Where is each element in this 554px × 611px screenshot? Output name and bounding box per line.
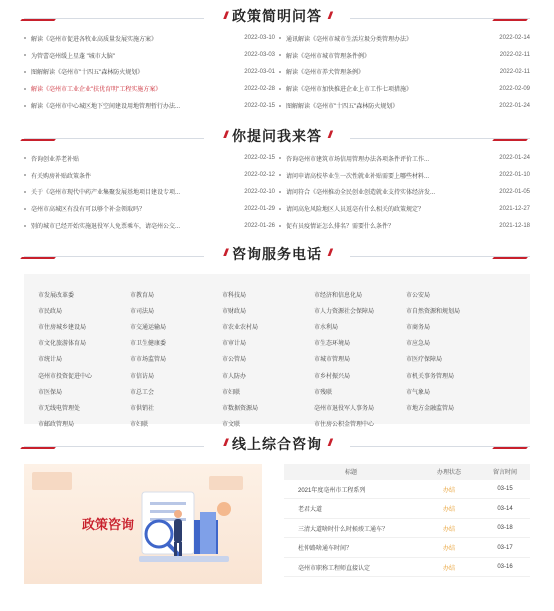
phone-dept-link[interactable]: 市城市管理局 [314, 357, 351, 364]
item-title[interactable]: 解读《亳州市促进各牧业高质量发展实施方案》 [31, 36, 158, 43]
phone-row [38, 335, 530, 351]
row-date: 03-14 [497, 505, 513, 512]
phone-dept-link[interactable]: 市经济和信息化局 [314, 292, 363, 299]
item-date: 2022-01-24 [499, 102, 530, 109]
section-title: 你提问我来答 [232, 127, 322, 144]
phone-dept-link[interactable]: 市水利局 [314, 324, 339, 331]
list-item[interactable] [24, 64, 275, 81]
phone-dept-link[interactable]: 市公管局 [222, 357, 247, 364]
decor-stroke [20, 250, 62, 259]
phone-dept-link[interactable]: 市民政局 [38, 308, 63, 315]
slash-decor: /// [328, 10, 331, 22]
item-date: 2022-03-10 [244, 35, 275, 42]
section-title: 线上综合咨询 [232, 435, 322, 452]
list-item[interactable] [24, 80, 275, 97]
section-header-policy [0, 6, 554, 26]
phone-section [0, 244, 554, 429]
list-item[interactable] [279, 150, 530, 167]
bullet-icon [24, 71, 26, 73]
list-item[interactable] [279, 200, 530, 217]
item-date: 2022-02-11 [499, 52, 530, 59]
item-title[interactable]: 请问符合《亳州推动全民创业创造就业支持实体经济发... [286, 190, 436, 197]
phone-dept-link[interactable]: 市农业农村局 [222, 324, 259, 331]
phone-dept-link[interactable]: 亳州市投资促进中心 [38, 373, 93, 380]
list-item[interactable] [24, 30, 275, 47]
item-title[interactable]: 有关购房补贴政策条件 [31, 173, 92, 180]
phone-dept-link[interactable]: 市机关事务管理局 [406, 373, 455, 380]
row-date: 03-16 [497, 564, 513, 571]
bullet-icon [279, 105, 281, 107]
slash-decor: /// [223, 248, 226, 260]
item-date: 2022-03-01 [244, 68, 275, 75]
row-status: 办结 [442, 487, 455, 494]
phone-row [38, 367, 530, 383]
phone-dept-link[interactable]: 市医疗保障局 [406, 357, 443, 364]
phone-dept-link[interactable]: 市医保局 [38, 389, 63, 396]
phone-dept-link[interactable]: 市自然资源和规划局 [406, 308, 461, 315]
item-date: 2022-01-26 [244, 222, 275, 229]
item-date: 2022-01-05 [499, 188, 530, 195]
item-date: 2022-02-28 [244, 85, 275, 92]
phone-row [38, 302, 530, 318]
bullet-icon [24, 174, 26, 176]
list-item[interactable] [24, 150, 275, 167]
item-title[interactable]: 请问高危风险地区人员返亳有什么相关的政策规定？ [286, 207, 425, 214]
item-title[interactable]: 促有员疫情证怎么排名？需要什么条件？ [286, 224, 395, 231]
item-date: 2022-01-24 [499, 155, 530, 162]
section-header-phone [0, 244, 554, 264]
phone-row [38, 351, 530, 367]
poster-illustration [24, 464, 262, 584]
ask-section [0, 126, 554, 234]
item-title[interactable]: 关于《亳州市现代中药产业集聚发展基地项目建设专项... [31, 190, 181, 197]
policy-section [0, 0, 554, 114]
table-row[interactable] [284, 480, 530, 500]
phone-dept-link[interactable]: 市司法局 [130, 308, 155, 315]
decor-stroke [20, 12, 62, 21]
phone-row [38, 383, 530, 399]
item-title[interactable]: 解读《亳州市养犬管理条例》 [286, 70, 365, 77]
bullet-icon [279, 191, 281, 193]
bullet-icon [279, 174, 281, 176]
table-row[interactable] [284, 558, 530, 578]
table-row[interactable] [284, 499, 530, 519]
section-header-ask [0, 126, 554, 146]
phone-dept-link[interactable]: 市文联 [222, 422, 241, 429]
col-date-header: 留言时间 [492, 470, 517, 477]
bullet-icon [24, 37, 26, 39]
item-date: 2022-02-15 [244, 102, 275, 109]
decor-stroke [492, 440, 534, 449]
row-status: 办结 [442, 546, 455, 553]
phone-dept-link[interactable]: 市住房公积金管理中心 [314, 422, 375, 429]
phone-dept-link[interactable]: 市人防办 [222, 373, 247, 380]
phone-dept-link[interactable]: 市地方金融监管局 [406, 405, 455, 412]
phone-dept-link[interactable]: 市发展改革委 [38, 292, 75, 299]
list-item[interactable] [279, 80, 530, 97]
policy-list-right [279, 30, 530, 114]
list-item[interactable] [24, 200, 275, 217]
list-item[interactable] [279, 217, 530, 234]
consult-table [284, 464, 530, 584]
row-status: 办结 [442, 526, 455, 533]
slash-decor: /// [223, 130, 226, 142]
bullet-icon [24, 54, 26, 56]
list-item[interactable] [279, 64, 530, 81]
list-item[interactable] [279, 47, 530, 64]
bullet-icon [279, 225, 281, 227]
bullet-icon [279, 71, 281, 73]
item-title[interactable]: 图解解读《亳州市"十四五"森林防火规划》 [31, 70, 144, 77]
phone-row [38, 415, 530, 431]
col-status-header: 办理状态 [436, 470, 461, 477]
phone-dept-link[interactable]: 市交通运输局 [130, 324, 167, 331]
item-title[interactable]: 解读《亳州市中心城区地下空间建设用地管理暂行办法... [31, 104, 181, 111]
slash-decor: /// [328, 248, 331, 260]
row-status: 办结 [442, 507, 455, 514]
section-title: 政策简明问答 [232, 8, 322, 24]
bullet-icon [24, 191, 26, 193]
table-row[interactable] [284, 538, 530, 558]
row-title[interactable]: 亳州市职称工程师直接认定 [298, 565, 371, 572]
list-item[interactable] [279, 184, 530, 201]
item-date: 2022-01-29 [244, 205, 275, 212]
list-item[interactable] [279, 30, 530, 47]
poster-title: 政策咨询 [82, 516, 135, 532]
section-header-online [0, 434, 554, 454]
row-title[interactable]: 老君大道 [298, 507, 323, 514]
item-title[interactable]: 亳州市高城区有没有可以够个补金领取吗？ [31, 207, 146, 214]
item-title[interactable]: 咨询亳州市建筑市场信用管理办法各项条件评价工作... [286, 156, 430, 163]
row-status: 办结 [442, 565, 455, 572]
ask-list-left [24, 150, 275, 234]
item-date: 2022-02-09 [499, 85, 530, 92]
bullet-icon [279, 157, 281, 159]
phone-dept-link[interactable]: 市统计局 [38, 357, 63, 364]
phone-dept-link[interactable]: 市气象局 [406, 389, 431, 396]
item-title[interactable]: 为管蕾亳州缓上星蓬 "城市大脑" [31, 53, 115, 60]
row-title[interactable]: 2021年度亳州市工程系列 [298, 487, 366, 494]
bullet-icon [24, 157, 26, 159]
bullet-icon [279, 88, 281, 90]
phone-dept-link[interactable]: 市数据资源局 [222, 405, 259, 412]
phone-dept-link[interactable]: 亳州市退役军人事务局 [314, 405, 375, 412]
bullet-icon [24, 208, 26, 210]
policy-list-left [24, 30, 275, 114]
phone-dept-link[interactable]: 市科技局 [222, 292, 247, 299]
bullet-icon [279, 37, 281, 39]
row-title[interactable]: 杜仲路啥通车时间？ [298, 546, 353, 553]
phone-dept-link[interactable]: 市乡村振兴局 [314, 373, 351, 380]
item-title[interactable]: 咨询创业养老补贴 [31, 156, 80, 163]
row-title[interactable]: 三清大道啥时什么时候竣工通车？ [298, 526, 389, 533]
phone-dept-link[interactable]: 市邮政管理局 [38, 422, 75, 429]
phone-dept-link[interactable]: 市财政局 [222, 308, 247, 315]
bullet-icon [24, 225, 26, 227]
row-date: 03-15 [497, 486, 513, 493]
bullet-icon [279, 54, 281, 56]
phone-dept-link[interactable]: 市文化旅游体育局 [38, 341, 87, 348]
phone-dept-link[interactable]: 市教育局 [130, 292, 155, 299]
ask-list-right [279, 150, 530, 234]
list-item[interactable] [24, 184, 275, 201]
phone-dept-link[interactable]: 市残联 [314, 389, 333, 396]
decor-stroke [20, 440, 62, 449]
item-date: 2022-02-14 [499, 35, 530, 42]
slash-decor: /// [223, 10, 226, 22]
table-row[interactable] [284, 519, 530, 539]
bullet-icon [279, 208, 281, 210]
phone-dept-link[interactable]: 市信访局 [130, 373, 155, 380]
phone-dept-link[interactable]: 市妇联 [130, 422, 149, 429]
decor-stroke [492, 132, 534, 141]
item-date: 2022-01-10 [499, 172, 530, 179]
item-date: 2022-02-11 [499, 68, 530, 75]
list-item[interactable] [279, 167, 530, 184]
phone-dept-link[interactable]: 市市场监管局 [130, 357, 167, 364]
bullet-icon [24, 105, 26, 107]
phone-dept-link[interactable]: 市总工会 [130, 389, 155, 396]
slash-decor: /// [328, 130, 331, 142]
list-item[interactable] [24, 47, 275, 64]
item-date: 2022-02-12 [244, 172, 275, 179]
list-item[interactable] [24, 167, 275, 184]
phone-dept-link[interactable]: 市妇联 [222, 389, 241, 396]
decor-stroke [20, 132, 62, 141]
list-item[interactable] [24, 97, 275, 114]
phone-row [38, 399, 530, 415]
item-date: 2022-03-03 [244, 52, 275, 59]
phone-dept-link[interactable]: 市审计局 [222, 341, 247, 348]
item-date: 2021-12-18 [499, 222, 530, 229]
phone-dept-link[interactable]: 市应急局 [406, 341, 431, 348]
list-item[interactable] [279, 97, 530, 114]
item-title[interactable]: 解读《亳州市加快推进企业上市工作七项措施》 [286, 87, 413, 94]
decor-stroke [492, 250, 534, 259]
bullet-icon [24, 88, 26, 90]
phone-row [38, 318, 530, 334]
row-date: 03-18 [497, 525, 513, 532]
phone-dept-link[interactable]: 市生态环境局 [314, 341, 351, 348]
item-title[interactable]: 请问申请高校毕业生一次性就业补贴需要上哪些材料... [286, 173, 430, 180]
consult-poster[interactable] [24, 464, 262, 584]
phone-dept-link[interactable]: 市住房城乡建设局 [38, 324, 87, 331]
item-title[interactable]: 解读《亳州市城市管理条件例》 [286, 53, 371, 60]
item-title[interactable]: 图解解读《亳州市"十四五"森林防火规划》 [286, 104, 399, 111]
phone-row [38, 286, 530, 302]
online-section [0, 434, 554, 584]
list-item[interactable] [24, 217, 275, 234]
phone-dept-link[interactable]: 市人力资源社会保障局 [314, 308, 375, 315]
col-title-header: 标题 [344, 470, 357, 477]
phone-dept-link[interactable]: 市商务局 [406, 324, 431, 331]
phone-dept-link[interactable]: 市无线电管理处 [38, 405, 81, 412]
slash-decor: /// [223, 438, 226, 450]
item-date: 2021-12-27 [499, 205, 530, 212]
item-title[interactable]: 别的城市已经开始实施退役军人免票乘车，请亳州公交... [31, 224, 181, 231]
item-date: 2022-02-10 [244, 188, 275, 195]
phone-dept-link[interactable]: 市供销社 [130, 405, 155, 412]
phone-dept-link[interactable]: 市卫生健康委 [130, 341, 167, 348]
decor-stroke [492, 12, 534, 21]
table-header [284, 464, 530, 480]
row-date: 03-17 [497, 544, 513, 551]
phone-directory [24, 274, 530, 429]
item-title[interactable]: 通讯解读《亳州市城市生活垃圾分类管理办法》 [286, 36, 413, 43]
phone-dept-link[interactable]: 市公安局 [406, 292, 431, 299]
slash-decor: /// [328, 438, 331, 450]
item-date: 2022-02-15 [244, 155, 275, 162]
section-title: 咨询服务电话 [232, 245, 322, 262]
item-title[interactable]: 解读《亳州市工业企业"扶优育明"工程实施方案》 [31, 87, 162, 94]
